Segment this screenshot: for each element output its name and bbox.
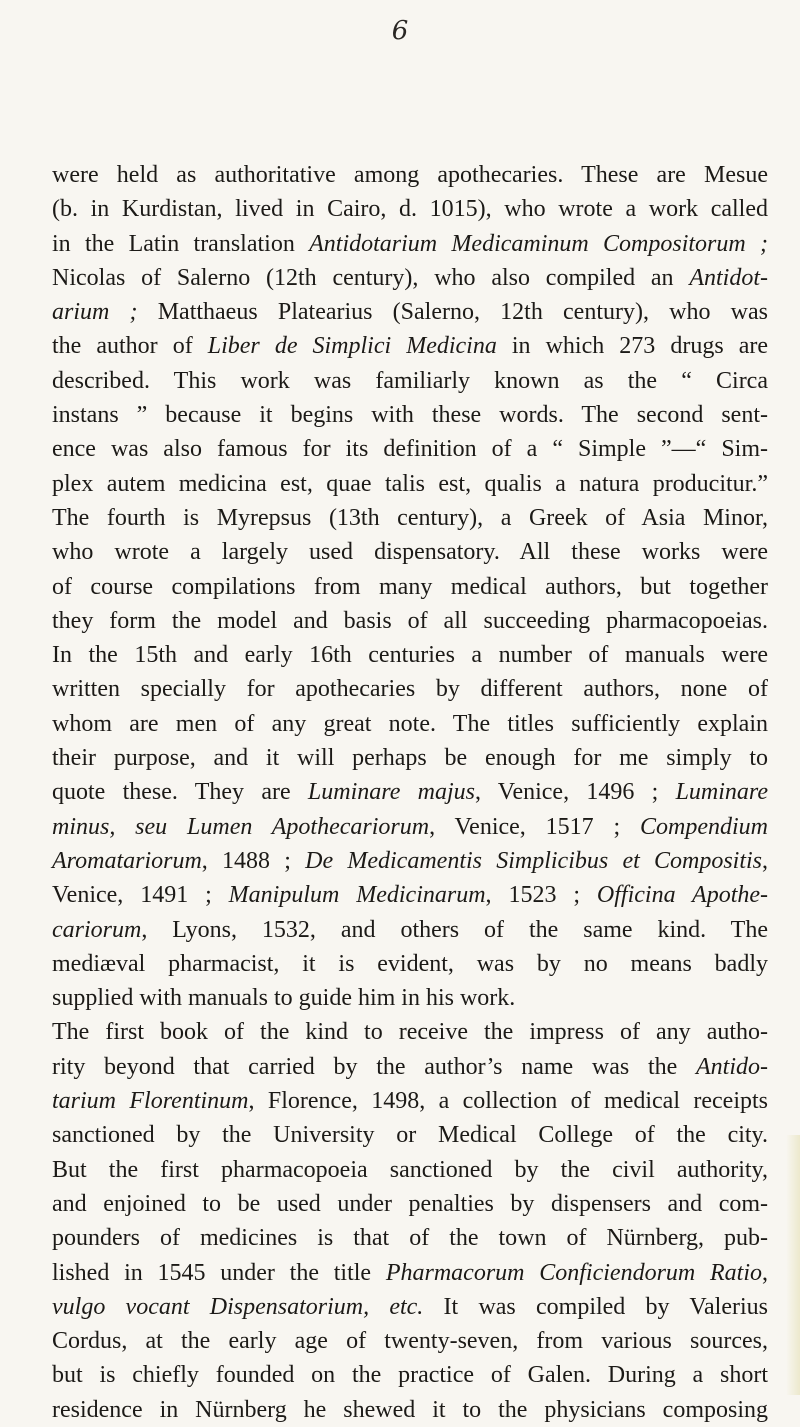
text-line xyxy=(52,1221,768,1255)
text-run: were held as authoritative among apothecaries. These are Mesue xyxy=(52,162,768,188)
text-line xyxy=(52,261,768,295)
text-run: , Venice, 1496 ; xyxy=(474,779,676,806)
text-run: ence was also famous for its definition of a “ Simple ”—“ Sim- xyxy=(52,436,768,463)
italic-title-text: Liber de Simplici Medicina xyxy=(207,333,497,360)
text-run: The first book of the kind to receive the impress of any autho- xyxy=(52,1019,768,1046)
text-run: their purpose, and it will perhaps be enough for me simply to xyxy=(52,745,768,772)
italic-title-text: Antidotarium Medicaminum Compositorum ; xyxy=(309,230,768,257)
text-line xyxy=(52,398,768,432)
text-line xyxy=(52,1153,768,1187)
italic-title-text: Luminare xyxy=(675,779,769,806)
text-line xyxy=(52,741,768,775)
text-run: sanctioned by the University or Medical College of the city. xyxy=(52,1122,768,1149)
text-run: , xyxy=(762,1259,768,1286)
text-line xyxy=(52,1187,768,1221)
italic-title-text: Antido- xyxy=(696,1053,768,1080)
text-run: mediæval pharmacist, it is evident, was by no means badly xyxy=(52,950,768,977)
text-run: , Florence, 1498, a collection of medical receipts xyxy=(248,1088,769,1115)
text-run: Venice, 1491 ; xyxy=(52,882,229,909)
text-run: instans ” because it begins with these words. The second sent- xyxy=(52,402,768,429)
paragraph xyxy=(52,1015,768,1427)
italic-title-text: tarium Florentinum xyxy=(52,1088,249,1115)
text-line xyxy=(52,1290,768,1324)
text-line xyxy=(52,535,768,569)
text-line xyxy=(52,844,768,878)
text-run: the author of xyxy=(52,333,208,360)
text-line xyxy=(52,981,768,1015)
text-line xyxy=(52,810,768,844)
text-run: lished in 1545 under the title xyxy=(52,1259,386,1286)
italic-title-text: Antidot- xyxy=(689,264,768,291)
text-line xyxy=(52,1393,768,1427)
text-line xyxy=(52,570,768,604)
italic-title-text: De Medicamentis Simplicibus et Compositis xyxy=(305,847,763,874)
italic-title-text: arium ; xyxy=(52,299,138,326)
italic-title-text: Officina Apothe- xyxy=(596,882,769,909)
italic-title-text: Compendium xyxy=(640,813,769,840)
italic-title-text: vulgo vocant Dispensatorium, etc. xyxy=(52,1293,424,1320)
text-run: (b. in Kurdistan, lived in Cairo, d. 1015), who wrote a work called xyxy=(52,196,768,223)
italic-title-text: cariorum xyxy=(52,916,142,943)
text-run: pounders of medicines is that of the town of Nürnberg, pub- xyxy=(52,1225,768,1252)
text-line xyxy=(52,1324,768,1358)
text-line xyxy=(52,501,768,535)
text-run: , Lyons, 1532, and others of the same kind. The xyxy=(141,916,768,943)
text-run: and enjoined to be used under penalties by dispensers and com- xyxy=(52,1190,768,1217)
text-line xyxy=(52,1050,768,1084)
text-run: rity beyond that carried by the author’s name was the xyxy=(52,1053,696,1080)
text-line xyxy=(52,1358,768,1392)
text-run: written specially for apothecaries by different authors, none of xyxy=(52,676,768,703)
body-text xyxy=(52,158,768,1427)
text-line xyxy=(52,432,768,466)
text-run: Matthaeus Platearius (Salerno, 12th century), who was xyxy=(137,299,768,326)
text-line xyxy=(52,364,768,398)
text-run: , xyxy=(762,847,769,874)
text-line xyxy=(52,638,768,672)
text-line xyxy=(52,1118,768,1152)
text-run: But the first pharmacopoeia sanctioned by the civil authority, xyxy=(52,1156,768,1183)
text-run: of course compilations from many medical authors, but together xyxy=(52,573,768,600)
text-run: , 1488 ; xyxy=(201,847,306,874)
text-line xyxy=(52,707,768,741)
italic-title-text: minus, seu Lumen Apothecariorum xyxy=(52,813,430,840)
text-run: , 1523 ; xyxy=(485,882,597,909)
text-line xyxy=(52,1256,768,1290)
page-edge-stain xyxy=(786,1135,800,1395)
text-run: in which 273 drugs are xyxy=(496,333,769,360)
text-run: , Venice, 1517 ; xyxy=(429,813,641,840)
page-number: 6 xyxy=(391,16,409,46)
text-line xyxy=(52,775,768,809)
text-run: The fourth is Myrepsus (13th century), a Greek of Asia Minor, xyxy=(52,504,768,531)
text-line xyxy=(52,672,768,706)
text-run: supplied with manuals to guide him in his work. xyxy=(52,985,516,1012)
text-line xyxy=(52,329,768,363)
text-line xyxy=(52,158,768,192)
text-run: whom are men of any great note. The titles sufficiently explain xyxy=(52,710,768,737)
text-run: they form the model and basis of all succeeding pharmacopoeias. xyxy=(52,607,768,634)
text-run: in the Latin translation xyxy=(52,230,310,257)
text-line xyxy=(52,1015,768,1049)
text-run: Cordus, at the early age of twenty-seven, from various sources, xyxy=(52,1328,768,1355)
text-run: residence in Nürnberg he shewed it to the physicians composing xyxy=(52,1396,768,1423)
text-line xyxy=(52,947,768,981)
text-run: described. This work was familiarly known as the “ Circa xyxy=(52,367,768,394)
text-run: In the 15th and early 16th centuries a number of manuals were xyxy=(52,642,768,669)
text-run: who wrote a largely used dispensatory. All these works were xyxy=(52,539,768,566)
text-line xyxy=(52,227,768,261)
text-line xyxy=(52,1084,768,1118)
italic-title-text: Luminare majus xyxy=(307,779,475,806)
text-run: It was compiled by Valerius xyxy=(423,1293,768,1320)
text-run: quote these. They are xyxy=(52,779,308,806)
paragraph xyxy=(52,158,768,1015)
text-run: but is chiefly founded on the practice of Galen. During a short xyxy=(52,1362,768,1389)
text-run: plex autem medicina est, quae talis est, qualis a natura producitur.” xyxy=(52,470,768,497)
text-line xyxy=(52,295,768,329)
text-line xyxy=(52,192,768,226)
italic-title-text: Aromatariorum xyxy=(52,847,202,874)
text-line xyxy=(52,604,768,638)
text-line xyxy=(52,467,768,501)
italic-title-text: Manipulum Medicinarum xyxy=(228,882,486,909)
text-line xyxy=(52,878,768,912)
italic-title-text: Pharmacorum Conficiendorum Ratio xyxy=(385,1259,762,1286)
text-run: Nicolas of Salerno (12th century), who also compiled an xyxy=(52,264,690,291)
text-line xyxy=(52,913,768,947)
